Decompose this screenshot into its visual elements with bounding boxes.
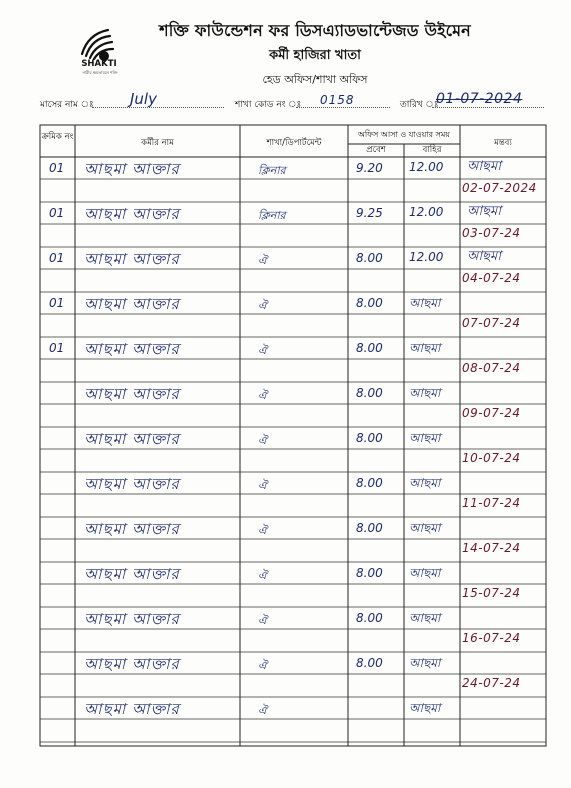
row-dept: ঐ [258,524,267,537]
row-out-time: আছমা [409,566,441,580]
row-in-time: 9.25 [356,206,383,220]
row-dept: ঐ [258,389,267,402]
col-name-header: কর্মীর নাম [141,138,174,148]
logo-tagline: নারীর ক্ষমতায়নে শক্তি [82,70,118,75]
row-dept: ঐ [258,344,267,357]
row-in-time: 8.00 [356,431,383,445]
branch-code-value: 0158 [320,93,355,107]
row-signature: আছমা [467,204,502,219]
row-serial: 01 [49,296,65,310]
row-dept: ঐ [258,254,267,267]
row-name: আছমা আক্তার [84,295,180,313]
row-out-time: আছমা [409,611,441,625]
date-label: তারিখ ঃ [400,100,439,110]
row-remark-date: 03-07-24 [462,226,521,240]
row-out-time: আছমা [409,386,441,400]
month-value: July [130,90,157,108]
row-out-time: আছমা [409,476,441,490]
row-in-time: 8.00 [356,521,383,535]
row-name: আছমা আক্তার [84,475,180,493]
row-remark-date: 09-07-24 [462,406,521,420]
row-name: আছমা আক্তার [84,610,180,628]
row-name: আছমা আক্তার [84,340,180,358]
row-remark-date: 24-07-24 [462,676,521,690]
row-remark-date: 16-07-24 [462,631,521,645]
row-in-time: 9.20 [356,161,383,175]
row-out-time: 12.00 [409,205,444,219]
col-serial-header: ক্রমিক নং [41,132,74,142]
row-dept: ঐ [258,659,267,672]
row-remark-date: 15-07-24 [462,586,521,600]
col-remarks-header: মন্তব্য [494,138,512,148]
office-line: হেড অফিস/শাখা অফিস [262,73,368,86]
row-dept: ক্লিনার [258,209,286,222]
logo-text: SHAKTI [81,59,117,69]
row-out-time: আছমা [409,701,441,715]
row-name: আছমা আক্তার [84,655,180,673]
row-remark-date: 14-07-24 [462,541,521,555]
row-remark-date: 08-07-24 [462,361,521,375]
row-in-time: 8.00 [356,566,383,580]
row-out-time: আছমা [409,521,441,535]
row-out-time: আছমা [409,341,441,355]
row-name: আছমা আক্তার [84,385,180,403]
row-name: আছমা আক্তার [84,565,180,583]
row-serial: 01 [49,341,65,355]
col-in-header: প্রবেশ [366,145,386,155]
row-out-time: আছমা [409,656,441,670]
row-dept: ঐ [258,569,267,582]
row-name: আছমা আক্তার [84,160,180,178]
branch-code-label: শাখা কোড নং ঃ [235,100,302,110]
row-serial: 01 [49,161,65,175]
row-dept: ক্লিনার [258,164,286,177]
row-remark-date: 04-07-24 [462,271,521,285]
row-name: আছমা আক্তার [84,700,180,718]
row-in-time: 8.00 [356,386,383,400]
row-out-time: আছমা [409,431,441,445]
month-label: মাসের নাম ঃ [40,100,94,110]
row-remark-date: 10-07-24 [462,451,521,465]
row-name: আছমা আক্তার [84,520,180,538]
row-in-time: 8.00 [356,341,383,355]
row-name: আছমা আক্তার [84,430,180,448]
row-out-time: আছমা [409,296,441,310]
row-out-time: 12.00 [409,250,444,264]
row-serial: 01 [49,251,65,265]
row-dept: ঐ [258,479,267,492]
row-in-time: 8.00 [356,476,383,490]
org-title: শক্তি ফাউন্ডেশন ফর ডিসএ্যাডভান্টেজড উইমেন [159,21,471,40]
row-signature: আছমা [467,159,502,174]
row-in-time: 8.00 [356,251,383,265]
col-out-header: বাহির [422,145,442,155]
row-remark-date: 07-07-24 [462,316,521,330]
row-name: আছমা আক্তার [84,250,180,268]
col-dept-header: শাখা/ডিপার্টমেন্ট [266,138,322,148]
col-time-group-header: অফিস আসা ও যাওয়ার সময় [357,130,451,139]
row-dept: ঐ [258,704,267,717]
register-title: কর্মী হাজিরা খাতা [269,48,361,63]
date-value: 01-07-2024 [436,91,523,107]
row-remark-date: 11-07-24 [462,496,521,510]
row-serial: 01 [49,206,65,220]
row-in-time: 8.00 [356,611,383,625]
row-name: আছমা আক্তার [84,205,180,223]
row-dept: ঐ [258,614,267,627]
row-dept: ঐ [258,434,267,447]
row-remark-date: 02-07-2024 [462,181,537,195]
row-in-time: 8.00 [356,656,383,670]
row-out-time: 12.00 [409,160,444,174]
row-signature: আছমা [467,249,502,264]
row-in-time: 8.00 [356,296,383,310]
row-dept: ঐ [258,299,267,312]
